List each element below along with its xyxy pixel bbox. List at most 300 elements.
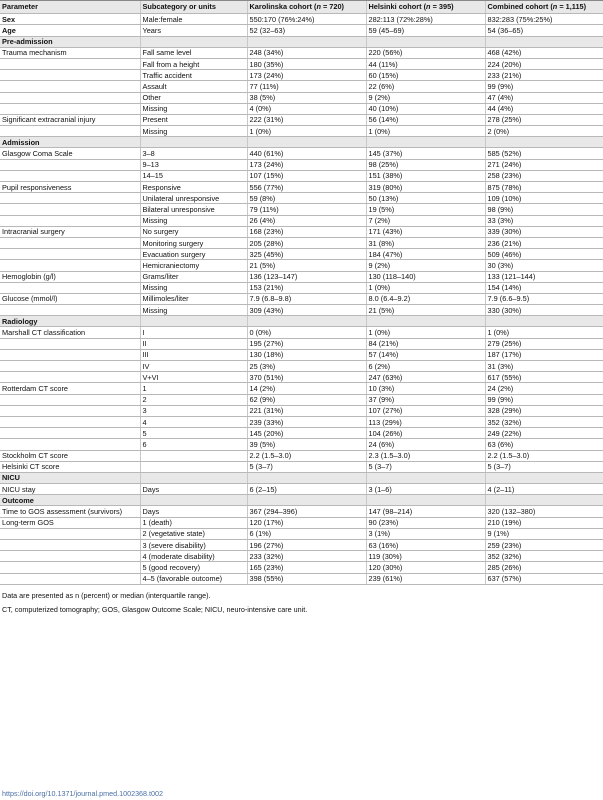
table-row bbox=[0, 327, 603, 338]
cell-parameter bbox=[0, 305, 140, 316]
cell-subcategory: Days bbox=[140, 484, 247, 495]
cell-combined: 154 (14%) bbox=[485, 282, 603, 293]
table-row bbox=[0, 517, 603, 528]
cell-combined: 585 (52%) bbox=[485, 148, 603, 159]
cell-combined: 279 (25%) bbox=[485, 338, 603, 349]
table-row bbox=[0, 47, 603, 58]
cell-combined: 236 (21%) bbox=[485, 237, 603, 248]
cell-karolinska: 550:170 (76%:24%) bbox=[247, 14, 366, 25]
cell-helsinki bbox=[366, 137, 485, 148]
cell-subcategory: 2 (vegetative state) bbox=[140, 528, 247, 539]
cell-parameter bbox=[0, 249, 140, 260]
cell-subcategory bbox=[140, 137, 247, 148]
cell-helsinki: 3 (1%) bbox=[366, 528, 485, 539]
cell-karolinska: 26 (4%) bbox=[247, 215, 366, 226]
cell-helsinki: 98 (25%) bbox=[366, 159, 485, 170]
cell-parameter bbox=[0, 338, 140, 349]
cell-subcategory bbox=[140, 316, 247, 327]
cell-subcategory: 4 bbox=[140, 416, 247, 427]
cell-helsinki: 84 (21%) bbox=[366, 338, 485, 349]
cell-parameter: Hemoglobin (g/l) bbox=[0, 271, 140, 282]
cell-parameter: NICU stay bbox=[0, 484, 140, 495]
cell-parameter bbox=[0, 70, 140, 81]
cell-combined: 4 (2–11) bbox=[485, 484, 603, 495]
cell-parameter bbox=[0, 405, 140, 416]
table-row bbox=[0, 126, 603, 137]
cell-combined: 99 (9%) bbox=[485, 394, 603, 405]
table-row bbox=[0, 506, 603, 517]
cell-helsinki: 21 (5%) bbox=[366, 305, 485, 316]
cell-subcategory: III bbox=[140, 349, 247, 360]
cell-karolinska bbox=[247, 495, 366, 506]
header-karolinska: Karolinska cohort (n = 720) bbox=[247, 1, 366, 14]
cell-subcategory: 2 bbox=[140, 394, 247, 405]
table-row bbox=[0, 25, 603, 36]
cell-subcategory: Evacuation surgery bbox=[140, 249, 247, 260]
table-header-row bbox=[0, 1, 603, 14]
cell-helsinki: 184 (47%) bbox=[366, 249, 485, 260]
cell-helsinki: 24 (6%) bbox=[366, 439, 485, 450]
cell-combined: 224 (20%) bbox=[485, 58, 603, 69]
cell-combined: 875 (78%) bbox=[485, 182, 603, 193]
table-row bbox=[0, 394, 603, 405]
cell-subcategory: IV bbox=[140, 361, 247, 372]
cell-combined: 832:283 (75%:25%) bbox=[485, 14, 603, 25]
cell-helsinki: 57 (14%) bbox=[366, 349, 485, 360]
cell-subcategory: V+VI bbox=[140, 372, 247, 383]
cell-helsinki bbox=[366, 495, 485, 506]
cell-karolinska: 195 (27%) bbox=[247, 338, 366, 349]
cell-parameter bbox=[0, 282, 140, 293]
cell-parameter bbox=[0, 260, 140, 271]
cell-karolinska: 248 (34%) bbox=[247, 47, 366, 58]
cell-subcategory: Unilateral unresponsive bbox=[140, 193, 247, 204]
cell-combined: 339 (30%) bbox=[485, 226, 603, 237]
cell-parameter: Pupil responsiveness bbox=[0, 182, 140, 193]
cell-karolinska: 221 (31%) bbox=[247, 405, 366, 416]
cell-combined bbox=[485, 472, 603, 483]
cell-parameter: Sex bbox=[0, 14, 140, 25]
cell-combined bbox=[485, 36, 603, 47]
cell-parameter bbox=[0, 372, 140, 383]
table-row bbox=[0, 182, 603, 193]
cell-parameter bbox=[0, 237, 140, 248]
cell-subcategory: Responsive bbox=[140, 182, 247, 193]
cell-helsinki: 19 (5%) bbox=[366, 204, 485, 215]
cell-subcategory: 6 bbox=[140, 439, 247, 450]
cell-karolinska: 165 (23%) bbox=[247, 562, 366, 573]
cell-combined: 109 (10%) bbox=[485, 193, 603, 204]
cell-combined: 509 (46%) bbox=[485, 249, 603, 260]
cell-combined: 2.2 (1.5–3.0) bbox=[485, 450, 603, 461]
cell-parameter bbox=[0, 573, 140, 584]
cell-parameter: Time to GOS assessment (survivors) bbox=[0, 506, 140, 517]
section-header-row bbox=[0, 472, 603, 483]
cell-subcategory: Missing bbox=[140, 305, 247, 316]
cell-combined: 24 (2%) bbox=[485, 383, 603, 394]
cell-karolinska: 556 (77%) bbox=[247, 182, 366, 193]
cell-parameter: NICU bbox=[0, 472, 140, 483]
cell-combined: 328 (29%) bbox=[485, 405, 603, 416]
cell-combined: 352 (32%) bbox=[485, 551, 603, 562]
cell-combined: 271 (24%) bbox=[485, 159, 603, 170]
cell-combined bbox=[485, 495, 603, 506]
cell-subcategory: Grams/liter bbox=[140, 271, 247, 282]
table-row bbox=[0, 461, 603, 472]
cell-karolinska: 120 (17%) bbox=[247, 517, 366, 528]
cell-subcategory: Monitoring surgery bbox=[140, 237, 247, 248]
cell-subcategory: 4–5 (favorable outcome) bbox=[140, 573, 247, 584]
table-row bbox=[0, 58, 603, 69]
cell-karolinska: 14 (2%) bbox=[247, 383, 366, 394]
cell-helsinki bbox=[366, 36, 485, 47]
cell-subcategory bbox=[140, 461, 247, 472]
cell-karolinska: 7.9 (6.8–9.8) bbox=[247, 293, 366, 304]
cell-subcategory: Days bbox=[140, 506, 247, 517]
cell-karolinska: 398 (55%) bbox=[247, 573, 366, 584]
cell-parameter bbox=[0, 159, 140, 170]
cell-combined: 278 (25%) bbox=[485, 114, 603, 125]
cell-helsinki: 151 (38%) bbox=[366, 170, 485, 181]
cell-karolinska: 222 (31%) bbox=[247, 114, 366, 125]
cell-combined: 637 (57%) bbox=[485, 573, 603, 584]
cell-parameter: Marshall CT classification bbox=[0, 327, 140, 338]
cell-karolinska: 205 (28%) bbox=[247, 237, 366, 248]
cell-helsinki: 1 (0%) bbox=[366, 126, 485, 137]
cell-combined: 259 (23%) bbox=[485, 540, 603, 551]
table-row bbox=[0, 193, 603, 204]
cell-combined: 352 (32%) bbox=[485, 416, 603, 427]
cell-parameter: Intracranial surgery bbox=[0, 226, 140, 237]
table-row bbox=[0, 249, 603, 260]
cell-parameter bbox=[0, 551, 140, 562]
cell-parameter bbox=[0, 540, 140, 551]
cell-combined: 258 (23%) bbox=[485, 170, 603, 181]
cell-subcategory: Other bbox=[140, 92, 247, 103]
cell-karolinska: 4 (0%) bbox=[247, 103, 366, 114]
cell-helsinki: 1 (0%) bbox=[366, 282, 485, 293]
section-header-row bbox=[0, 316, 603, 327]
cell-parameter bbox=[0, 92, 140, 103]
cell-parameter bbox=[0, 170, 140, 181]
table-row bbox=[0, 428, 603, 439]
cell-combined: 30 (3%) bbox=[485, 260, 603, 271]
cell-helsinki: 9 (2%) bbox=[366, 260, 485, 271]
cell-subcategory: Fall same level bbox=[140, 47, 247, 58]
cell-helsinki: 40 (10%) bbox=[366, 103, 485, 114]
cell-karolinska: 130 (18%) bbox=[247, 349, 366, 360]
table-row bbox=[0, 170, 603, 181]
table-row bbox=[0, 70, 603, 81]
cell-parameter bbox=[0, 416, 140, 427]
cell-combined: 47 (4%) bbox=[485, 92, 603, 103]
table-row bbox=[0, 405, 603, 416]
cell-karolinska bbox=[247, 316, 366, 327]
table-row bbox=[0, 293, 603, 304]
cell-helsinki: 147 (98–214) bbox=[366, 506, 485, 517]
cell-subcategory: Present bbox=[140, 114, 247, 125]
cell-combined: 7.9 (6.6–9.5) bbox=[485, 293, 603, 304]
cell-combined: 233 (21%) bbox=[485, 70, 603, 81]
table-row bbox=[0, 562, 603, 573]
cell-karolinska: 196 (27%) bbox=[247, 540, 366, 551]
cell-parameter bbox=[0, 215, 140, 226]
cell-karolinska: 325 (45%) bbox=[247, 249, 366, 260]
table-row bbox=[0, 573, 603, 584]
table-row bbox=[0, 338, 603, 349]
cell-helsinki: 7 (2%) bbox=[366, 215, 485, 226]
header-helsinki: Helsinki cohort (n = 395) bbox=[366, 1, 485, 14]
cell-helsinki: 60 (15%) bbox=[366, 70, 485, 81]
cell-subcategory bbox=[140, 36, 247, 47]
cell-combined: 9 (1%) bbox=[485, 528, 603, 539]
table-row bbox=[0, 215, 603, 226]
cell-karolinska: 77 (11%) bbox=[247, 81, 366, 92]
cell-parameter bbox=[0, 439, 140, 450]
cell-subcategory: Millimoles/liter bbox=[140, 293, 247, 304]
section-header-row bbox=[0, 36, 603, 47]
cell-karolinska: 136 (123–147) bbox=[247, 271, 366, 282]
cell-parameter: Outcome bbox=[0, 495, 140, 506]
cell-subcategory: 1 bbox=[140, 383, 247, 394]
cell-karolinska: 233 (32%) bbox=[247, 551, 366, 562]
table-row bbox=[0, 237, 603, 248]
cell-parameter: Trauma mechanism bbox=[0, 47, 140, 58]
section-header-row bbox=[0, 137, 603, 148]
doi-link[interactable]: https://doi.org/10.1371/journal.pmed.1002368.t002 bbox=[2, 789, 164, 798]
cell-combined: 285 (26%) bbox=[485, 562, 603, 573]
cell-parameter: Glasgow Coma Scale bbox=[0, 148, 140, 159]
cell-combined bbox=[485, 137, 603, 148]
cell-parameter: Age bbox=[0, 25, 140, 36]
cell-karolinska: 52 (32–63) bbox=[247, 25, 366, 36]
cell-helsinki: 59 (45–69) bbox=[366, 25, 485, 36]
header-parameter: Parameter bbox=[0, 1, 140, 14]
cell-helsinki: 120 (30%) bbox=[366, 562, 485, 573]
table-row bbox=[0, 282, 603, 293]
table-row bbox=[0, 14, 603, 25]
cell-helsinki: 130 (118–140) bbox=[366, 271, 485, 282]
cell-parameter: Radiology bbox=[0, 316, 140, 327]
cell-parameter: Rotterdam CT score bbox=[0, 383, 140, 394]
cell-helsinki: 3 (1–6) bbox=[366, 484, 485, 495]
cell-parameter bbox=[0, 528, 140, 539]
cell-karolinska: 168 (23%) bbox=[247, 226, 366, 237]
cell-helsinki bbox=[366, 316, 485, 327]
cell-helsinki: 104 (26%) bbox=[366, 428, 485, 439]
cell-helsinki: 239 (61%) bbox=[366, 573, 485, 584]
cell-subcategory bbox=[140, 495, 247, 506]
cell-karolinska: 38 (5%) bbox=[247, 92, 366, 103]
cell-combined: 468 (42%) bbox=[485, 47, 603, 58]
cell-helsinki: 145 (37%) bbox=[366, 148, 485, 159]
cell-helsinki: 247 (63%) bbox=[366, 372, 485, 383]
cell-karolinska: 153 (21%) bbox=[247, 282, 366, 293]
cell-karolinska bbox=[247, 36, 366, 47]
cell-parameter bbox=[0, 103, 140, 114]
cell-parameter: Long-term GOS bbox=[0, 517, 140, 528]
cell-parameter bbox=[0, 394, 140, 405]
cell-subcategory: Missing bbox=[140, 103, 247, 114]
cell-karolinska: 5 (3–7) bbox=[247, 461, 366, 472]
cell-helsinki: 50 (13%) bbox=[366, 193, 485, 204]
cell-combined: 63 (6%) bbox=[485, 439, 603, 450]
table-row bbox=[0, 271, 603, 282]
cell-combined: 210 (19%) bbox=[485, 517, 603, 528]
cell-helsinki: 10 (3%) bbox=[366, 383, 485, 394]
cell-subcategory: Bilateral unresponsive bbox=[140, 204, 247, 215]
cell-karolinska: 1 (0%) bbox=[247, 126, 366, 137]
cell-subcategory: 3 bbox=[140, 405, 247, 416]
cell-helsinki bbox=[366, 472, 485, 483]
footnote-data-format: Data are presented as n (percent) or median (interquartile range). bbox=[2, 590, 211, 600]
cell-subcategory: Assault bbox=[140, 81, 247, 92]
cell-combined: 54 (36–65) bbox=[485, 25, 603, 36]
cell-helsinki: 9 (2%) bbox=[366, 92, 485, 103]
table-row bbox=[0, 349, 603, 360]
cell-combined: 187 (17%) bbox=[485, 349, 603, 360]
cell-parameter bbox=[0, 126, 140, 137]
cell-helsinki: 22 (6%) bbox=[366, 81, 485, 92]
cell-subcategory: 9–13 bbox=[140, 159, 247, 170]
cell-helsinki: 113 (29%) bbox=[366, 416, 485, 427]
table-row bbox=[0, 450, 603, 461]
cell-karolinska: 6 (1%) bbox=[247, 528, 366, 539]
cell-combined: 1 (0%) bbox=[485, 327, 603, 338]
cell-karolinska: 21 (5%) bbox=[247, 260, 366, 271]
cell-subcategory: I bbox=[140, 327, 247, 338]
cell-combined bbox=[485, 316, 603, 327]
table-row bbox=[0, 551, 603, 562]
cell-subcategory: 4 (moderate disability) bbox=[140, 551, 247, 562]
cell-karolinska: 367 (294–396) bbox=[247, 506, 366, 517]
cell-karolinska: 173 (24%) bbox=[247, 70, 366, 81]
cell-karolinska: 6 (2–15) bbox=[247, 484, 366, 495]
cell-parameter bbox=[0, 428, 140, 439]
cell-helsinki: 63 (16%) bbox=[366, 540, 485, 551]
header-combined: Combined cohort (n = 1,115) bbox=[485, 1, 603, 14]
cell-subcategory: 14–15 bbox=[140, 170, 247, 181]
cell-helsinki: 319 (80%) bbox=[366, 182, 485, 193]
cell-karolinska: 79 (11%) bbox=[247, 204, 366, 215]
cell-karolinska: 59 (8%) bbox=[247, 193, 366, 204]
cell-combined: 99 (9%) bbox=[485, 81, 603, 92]
cell-subcategory: II bbox=[140, 338, 247, 349]
cell-karolinska: 440 (61%) bbox=[247, 148, 366, 159]
table-footnotes bbox=[0, 591, 603, 614]
cell-subcategory: 1 (death) bbox=[140, 517, 247, 528]
cell-subcategory bbox=[140, 472, 247, 483]
cell-karolinska: 370 (51%) bbox=[247, 372, 366, 383]
cell-parameter bbox=[0, 204, 140, 215]
cell-combined: 44 (4%) bbox=[485, 103, 603, 114]
cell-subcategory: 5 bbox=[140, 428, 247, 439]
cell-parameter: Helsinki CT score bbox=[0, 461, 140, 472]
cell-subcategory: Missing bbox=[140, 215, 247, 226]
cell-helsinki: 8.0 (6.4–9.2) bbox=[366, 293, 485, 304]
cell-helsinki: 37 (9%) bbox=[366, 394, 485, 405]
cell-subcategory: Missing bbox=[140, 282, 247, 293]
cell-karolinska: 145 (20%) bbox=[247, 428, 366, 439]
cell-subcategory: Traffic accident bbox=[140, 70, 247, 81]
cell-combined: 249 (22%) bbox=[485, 428, 603, 439]
cell-helsinki: 107 (27%) bbox=[366, 405, 485, 416]
table-row bbox=[0, 372, 603, 383]
cell-subcategory: No surgery bbox=[140, 226, 247, 237]
table-row bbox=[0, 92, 603, 103]
cell-helsinki: 56 (14%) bbox=[366, 114, 485, 125]
cell-subcategory: Fall from a height bbox=[140, 58, 247, 69]
table-row bbox=[0, 204, 603, 215]
cell-karolinska: 239 (33%) bbox=[247, 416, 366, 427]
cell-helsinki: 6 (2%) bbox=[366, 361, 485, 372]
cell-parameter bbox=[0, 81, 140, 92]
cell-subcategory: 3–8 bbox=[140, 148, 247, 159]
cell-karolinska: 62 (9%) bbox=[247, 394, 366, 405]
cell-subcategory: Missing bbox=[140, 126, 247, 137]
table-row bbox=[0, 103, 603, 114]
cell-combined: 133 (121–144) bbox=[485, 271, 603, 282]
table-row bbox=[0, 439, 603, 450]
cell-combined: 320 (132–380) bbox=[485, 506, 603, 517]
table-row bbox=[0, 81, 603, 92]
cell-karolinska: 0 (0%) bbox=[247, 327, 366, 338]
section-header-row bbox=[0, 495, 603, 506]
cell-helsinki: 5 (3–7) bbox=[366, 461, 485, 472]
cell-parameter: Admission bbox=[0, 137, 140, 148]
table-row bbox=[0, 416, 603, 427]
cell-parameter: Stockholm CT score bbox=[0, 450, 140, 461]
cell-karolinska bbox=[247, 137, 366, 148]
cell-subcategory: Years bbox=[140, 25, 247, 36]
table-row bbox=[0, 148, 603, 159]
table-row bbox=[0, 528, 603, 539]
cell-parameter bbox=[0, 58, 140, 69]
cell-parameter bbox=[0, 361, 140, 372]
cell-helsinki: 171 (43%) bbox=[366, 226, 485, 237]
cell-helsinki: 1 (0%) bbox=[366, 327, 485, 338]
cell-parameter bbox=[0, 349, 140, 360]
table-row bbox=[0, 383, 603, 394]
cell-combined: 2 (0%) bbox=[485, 126, 603, 137]
table-body bbox=[0, 14, 603, 585]
cell-karolinska: 180 (35%) bbox=[247, 58, 366, 69]
cell-karolinska bbox=[247, 472, 366, 483]
cell-combined: 98 (9%) bbox=[485, 204, 603, 215]
cell-combined: 33 (3%) bbox=[485, 215, 603, 226]
cell-helsinki: 90 (23%) bbox=[366, 517, 485, 528]
cell-parameter: Pre-admission bbox=[0, 36, 140, 47]
cell-subcategory: 5 (good recovery) bbox=[140, 562, 247, 573]
cell-parameter: Glucose (mmol/l) bbox=[0, 293, 140, 304]
table-row bbox=[0, 484, 603, 495]
table-row bbox=[0, 159, 603, 170]
cell-combined: 5 (3–7) bbox=[485, 461, 603, 472]
cell-karolinska: 39 (5%) bbox=[247, 439, 366, 450]
table-row bbox=[0, 226, 603, 237]
cell-subcategory: Hemicraniectomy bbox=[140, 260, 247, 271]
cell-helsinki: 2.3 (1.5–3.0) bbox=[366, 450, 485, 461]
cell-karolinska: 173 (24%) bbox=[247, 159, 366, 170]
cell-karolinska: 2.2 (1.5–3.0) bbox=[247, 450, 366, 461]
table-row bbox=[0, 260, 603, 271]
header-subcategory: Subcategory or units bbox=[140, 1, 247, 14]
cell-parameter bbox=[0, 562, 140, 573]
cell-combined: 330 (30%) bbox=[485, 305, 603, 316]
cell-karolinska: 309 (43%) bbox=[247, 305, 366, 316]
cell-subcategory bbox=[140, 450, 247, 461]
footnote-abbreviations: CT, computerized tomography; GOS, Glasgow Outcome Scale; NICU, neuro-intensive care unit. bbox=[2, 604, 308, 614]
